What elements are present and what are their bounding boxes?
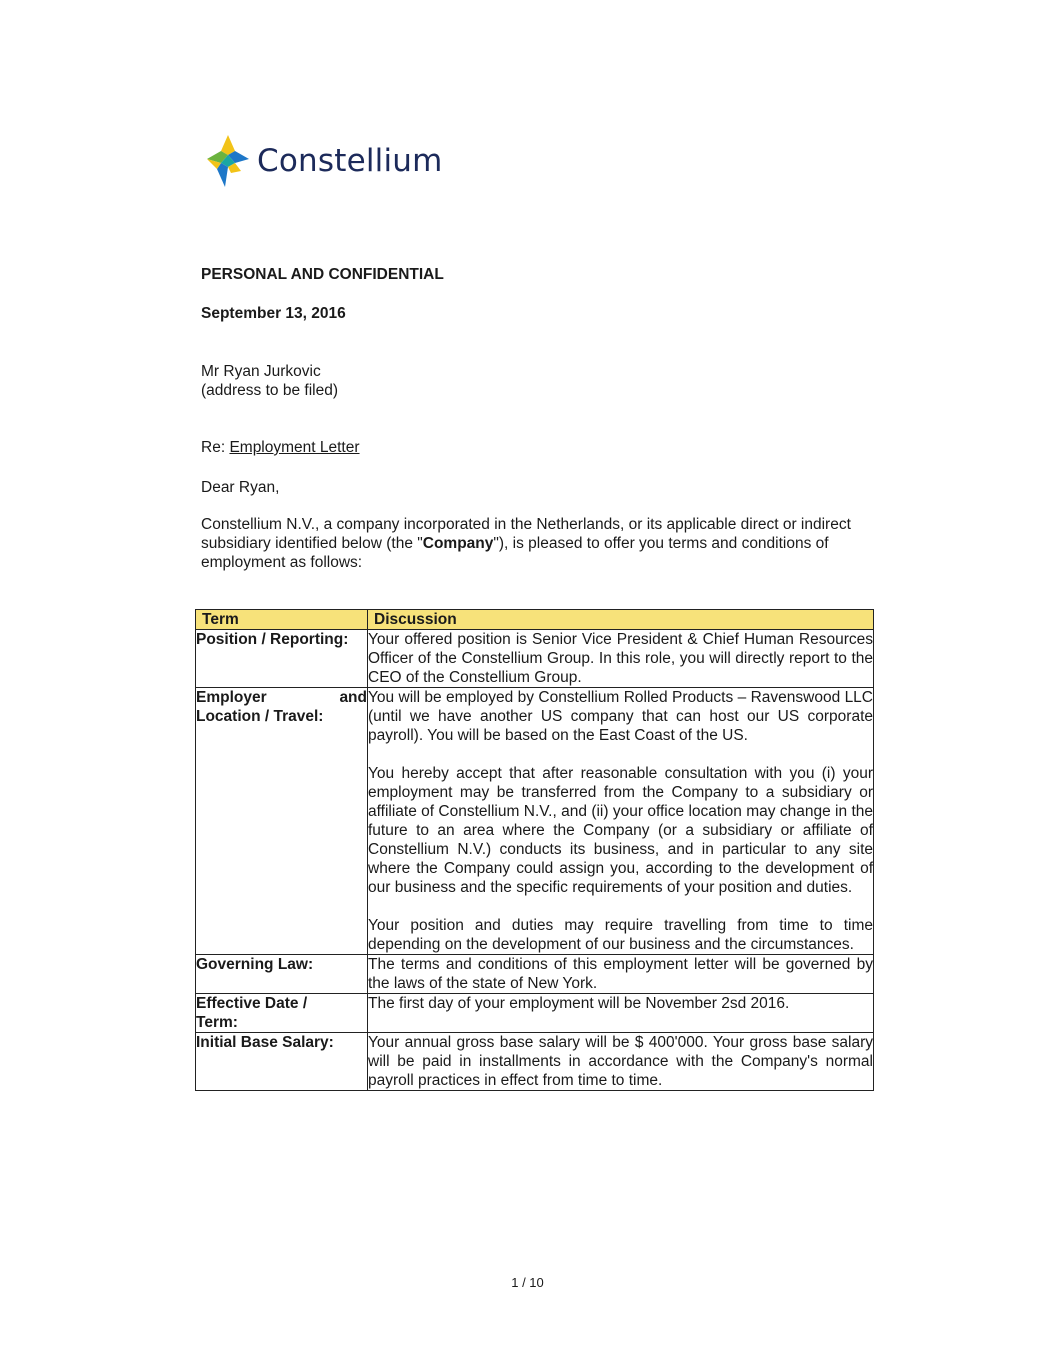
term-word-employer: Employer: [196, 689, 267, 706]
constellium-star-logo-icon: [205, 133, 251, 189]
salutation: Dear Ryan,: [201, 479, 280, 496]
table-row: [196, 630, 874, 688]
discussion-paragraph: The terms and conditions of this employment letter will be governed by the laws of the state of New York.: [368, 956, 873, 992]
term-initial-base-salary: Initial Base Salary:: [196, 1033, 368, 1091]
discussion-paragraph: Your annual gross base salary will be $ 400'000. Your gross base salary will be paid in installments in accordance with the Company's normal payroll practices in effect from time to time.: [368, 1034, 873, 1089]
discussion-paragraph: You hereby accept that after reasonable consultation with you (i) your employment may be transferred from the Company to a subsidiary or affiliate of Constellium N.V., and (ii) your office location may change in the future to an area where the Company (or a subsidiary or affiliate of Constellium N.V.) conducts its business, and in particular to any site where the Company could assign you, according to the development of our business and the specific requirements of your position and duties.: [368, 765, 873, 896]
recipient-block: [201, 362, 338, 400]
intro-text-2: "), is pleased to offer you terms and conditions of employment as follows:: [201, 535, 829, 571]
company-logo: [205, 133, 443, 189]
terms-table: [195, 609, 874, 1091]
subject-text: Employment Letter: [229, 439, 360, 456]
discussion-paragraph: Your offered position is Senior Vice President & Chief Human Resources Officer of the Constellium Group. In this role, you will directly report to the CEO of the Constellium Group.: [368, 631, 873, 686]
term-line-2: Location / Travel:: [196, 708, 324, 725]
intro-company-term: Company: [422, 535, 494, 552]
table-row: [196, 994, 874, 1033]
term-position-reporting: Position / Reporting:: [196, 630, 368, 688]
recipient-name: Mr Ryan Jurkovic: [201, 363, 321, 380]
discussion-cell: [368, 630, 874, 688]
letter-date: September 13, 2016: [201, 305, 346, 322]
discussion-paragraph: The first day of your employment will be November 2sd 2016.: [368, 995, 790, 1012]
intro-paragraph: [201, 515, 851, 572]
table-row: [196, 688, 874, 955]
subject-prefix: Re:: [201, 439, 230, 456]
discussion-cell: [368, 955, 874, 994]
confidential-heading: PERSONAL AND CONFIDENTIAL: [201, 266, 444, 283]
table-row: [196, 955, 874, 994]
page-number: 1 / 10: [511, 1275, 544, 1290]
subject-line: [201, 438, 360, 457]
discussion-paragraph: Your position and duties may require travelling from time to time depending on the development of our business and the circumstances.: [368, 917, 873, 953]
table-row: [196, 1033, 874, 1091]
logo-wordmark: Constellium: [257, 143, 443, 179]
term-line-1: Effective Date /: [196, 995, 308, 1012]
discussion-cell: [368, 994, 874, 1033]
header-term: Term: [196, 610, 368, 630]
table-header-row: [196, 610, 874, 630]
discussion-cell: [368, 1033, 874, 1091]
term-employer-location: [196, 688, 368, 955]
term-line-2: Term:: [196, 1014, 238, 1031]
term-line-1: [196, 688, 367, 707]
intro-text-1: Constellium N.V., a company incorporated in the Netherlands, or its applicable direct or indirect subsidiary identified below (the ": [201, 516, 851, 552]
header-discussion: Discussion: [368, 610, 874, 630]
term-word-and: and: [339, 689, 367, 706]
discussion-paragraph: You will be employed by Constellium Rolled Products – Ravenswood LLC (until we have another US company that can host our US corporate payroll). You will be based on the East Coast of the US.: [368, 689, 873, 744]
discussion-cell: [368, 688, 874, 955]
term-governing-law: Governing Law:: [196, 955, 368, 994]
recipient-address: (address to be filed): [201, 382, 338, 399]
term-effective-date: [196, 994, 368, 1033]
